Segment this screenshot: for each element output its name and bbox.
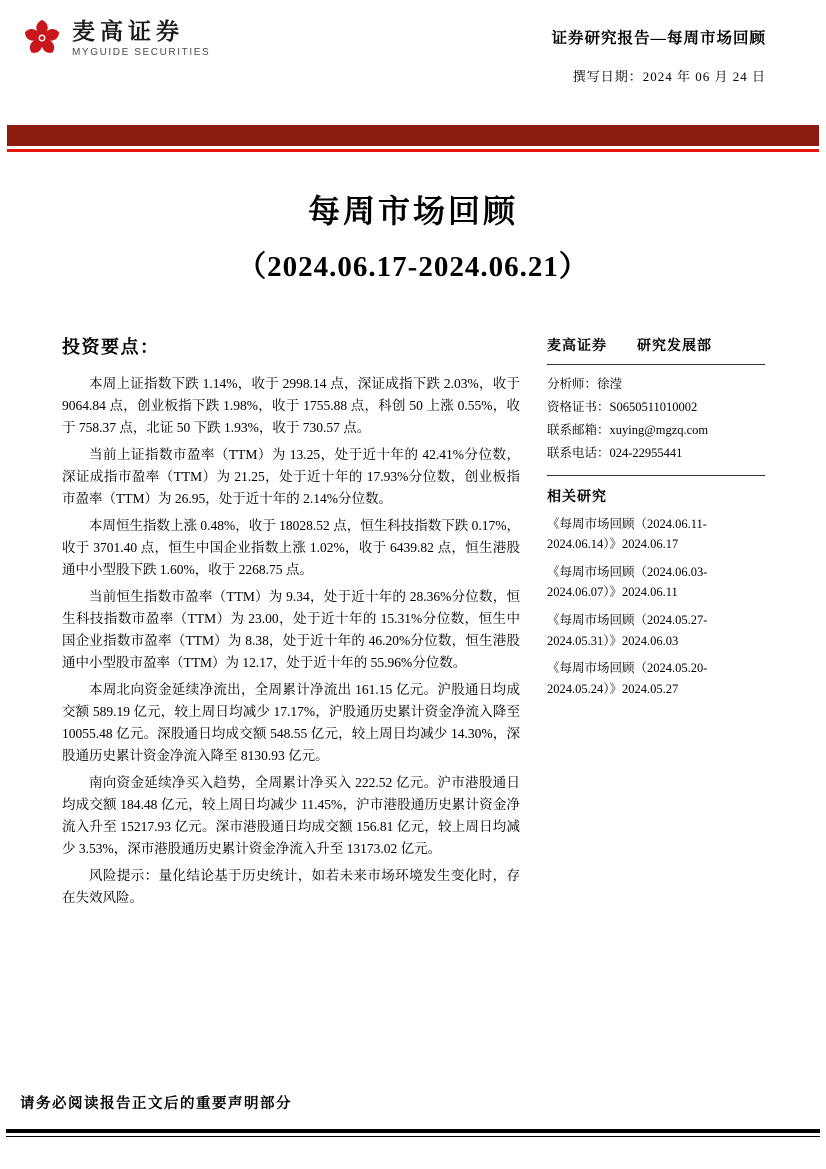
page-title: 每周市场回顾 xyxy=(307,193,518,229)
related-research-item: 《每周市场回顾（2024.05.27-2024.05.31）》2024.06.03 xyxy=(547,613,708,648)
related-research-heading: 相关研究 xyxy=(547,489,607,505)
body-paragraph: 本周北向资金延续净流出，全周累计净流出 161.15 亿元。沪股通日均成交额 589.19 亿元，较上周日均减少 17.17%，沪股通历史累计资金净流入降至 10055.48 亿元。深股通日均成交额 548.55 亿元，较上周日均减少 14.30%，深股通历史累计资金净流入降至 8130.93 亿元。 xyxy=(62,682,520,763)
report-write-date: 撰写日期：2024 年 06 月 24 日 xyxy=(572,69,766,84)
certificate-line: 资格证书：S0650511010002 xyxy=(547,400,698,415)
sidebar-divider xyxy=(547,475,765,476)
body-paragraph: 本周上证指数下跌 1.14%，收于 2998.14 点，深证成指下跌 2.03%，收于 9064.84 点，创业板指下跌 1.98%，收于 1755.88 点，科创 50 上涨 0.55%，收于 758.37 点，北证 50 下跌 1.93%，收于 730.57 点。 xyxy=(62,376,520,435)
brand-name-en: MYGUIDE SECURITIES xyxy=(72,47,211,59)
section-heading-investment-points: 投资要点： xyxy=(62,337,160,357)
banner-accent-line xyxy=(7,149,819,152)
analyst-info xyxy=(547,373,765,466)
sidebar xyxy=(547,333,765,914)
footer xyxy=(0,1092,826,1137)
sidebar-department-header xyxy=(547,333,765,355)
main-column xyxy=(62,333,520,914)
footer-disclaimer: 请务必阅读报告正文后的重要声明部分 xyxy=(20,1096,292,1112)
email-line: 联系邮箱：xuying@mgzq.com xyxy=(547,423,709,438)
body-paragraph: 当前恒生指数市盈率（TTM）为 9.34，处于近十年的 28.36%分位数，恒生科技指数市盈率（TTM）为 23.00，处于近十年的 15.31%分位数，恒生中国企业指数市盈率（TTM）为 8.38，处于近十年的 46.20%分位数，恒生港股通中小型股市盈率（TTM）为 12.17，处于近十年的 55.96%分位数。 xyxy=(62,589,520,670)
header-right xyxy=(551,16,766,85)
related-research-item: 《每周市场回顾（2024.05.20-2024.05.24）》2024.05.27 xyxy=(547,661,708,696)
body-paragraph: 本周恒生指数上涨 0.48%，收于 18028.52 点，恒生科技指数下跌 0.17%，收于 3701.40 点，恒生中国企业指数上涨 1.02%，收于 6439.82 点，恒生港股通中小型股下跌 1.60%，收于 2268.75 点。 xyxy=(62,518,520,577)
brand-name: 麦高证券 xyxy=(72,18,184,44)
title-block xyxy=(0,186,826,285)
brand-flower-logo-icon xyxy=(20,16,64,60)
phone-line: 联系电话：024-22955441 xyxy=(547,446,683,461)
body-paragraph: 南向资金延续净买入趋势，全周累计净买入 222.52 亿元。沪市港股通日均成交额 184.48 亿元，较上周日均减少 11.45%，沪市港股通历史累计资金净流入升至 15217.93 亿元。深市港股通日均成交额 156.81 亿元，较上周日均减少 3.53%，深市港股通历史累计资金净流入升至 13173.02 亿元。 xyxy=(62,775,520,856)
analyst-line: 分析师：徐滢 xyxy=(547,377,623,391)
banner-bar xyxy=(7,125,819,146)
brand-text xyxy=(72,18,210,59)
footer-rule-thin xyxy=(6,1136,820,1137)
related-research-item: 《每周市场回顾（2024.06.03-2024.06.07）》2024.06.11 xyxy=(547,564,708,600)
header xyxy=(0,0,826,85)
related-research-item: 《每周市场回顾（2024.06.11-2024.06.14）》2024.06.17 xyxy=(547,516,707,552)
sidebar-dept-name: 研究发展部 xyxy=(637,339,712,354)
sidebar-divider xyxy=(547,364,765,365)
body-paragraph: 风险提示：量化结论基于历史统计，如若未来市场环境发生变化时，存在失效风险。 xyxy=(62,868,520,905)
sidebar-dept-brand: 麦高证券 xyxy=(547,339,607,354)
banner xyxy=(7,125,819,152)
footer-rule-thick xyxy=(6,1129,820,1133)
body-paragraph: 当前上证指数市盈率（TTM）为 13.25，处于近十年的 42.41%分位数，深证成指市盈率（TTM）为 21.25，处于近十年的 17.93%分位数，创业板指市盈率（TTM）为 26.95，处于近十年的 2.14%分位数。 xyxy=(62,447,520,506)
page-subtitle: （2024.06.17-2024.06.21） xyxy=(237,251,589,283)
content xyxy=(0,333,826,914)
brand xyxy=(20,16,210,60)
report-type-title: 证券研究报告—每周市场回顾 xyxy=(551,30,766,47)
